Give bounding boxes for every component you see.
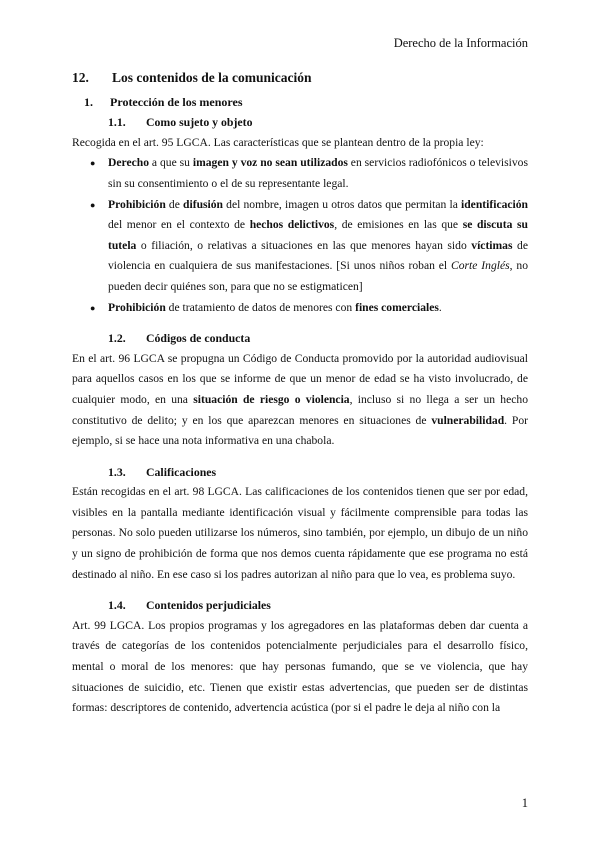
page-number: 1 xyxy=(521,796,528,810)
paragraph-1-3: Están recogidas en el art. 98 LGCA. Las calificaciones de los contenidos tienen que ser por edad, visibles en la pantalla mediante identificación visual y fácilmente comprensible para todas las personas. No solo pueden utilizarse los números, sino también, por ejemplo, un dibujo de un niño y un signo de prohibición de forma que nos demos cuenta rápidamente que ese programa no está destinado al niño. En ese caso si los padres autorizan al niño para que lo vea, es problema suyo. xyxy=(72,485,528,581)
section-title: Los contenidos de la comunicación xyxy=(112,70,312,85)
heading-1-1-title: Como sujeto y objeto xyxy=(146,115,253,130)
bullet-item-2: ● Prohibición de difusión del nombre, imagen u otros datos que permitan la identificación del menor en el contexto de hechos delictivos, de emisiones en las que se discuta su tutela o filiación, o relativas a situaciones en las que menores hayan sido víctimas de violencia en cualquiera de sus manifestaciones. [Si unos niños roban el Corte Inglés, no pueden decir quiénes son, para que no se estigmaticen] xyxy=(72,195,528,298)
page-content xyxy=(72,68,528,719)
heading-1-3-title: Calificaciones xyxy=(146,464,217,479)
paragraph-1-1-intro: Recogida en el art. 95 LGCA. Las características que se plantean dentro de la propia ley: xyxy=(72,135,484,149)
heading-1-2 xyxy=(72,328,528,349)
heading-1-2-number: 1.2. xyxy=(108,331,126,346)
section-number: 12. xyxy=(72,70,89,85)
bullet-item-3: ● Prohibición de tratamiento de datos de menores con fines comerciales. xyxy=(72,298,528,319)
heading-1-1 xyxy=(72,112,528,133)
heading-1-4 xyxy=(72,595,528,616)
heading-1-3-number: 1.3. xyxy=(108,464,126,479)
running-header: Derecho de la Información xyxy=(393,36,528,50)
bullet-list xyxy=(72,153,528,318)
subsection-heading xyxy=(72,92,528,113)
subsection-title: Protección de los menores xyxy=(110,94,243,109)
heading-1-1-number: 1.1. xyxy=(108,115,126,130)
heading-1-4-title: Contenidos perjudiciales xyxy=(146,598,271,613)
paragraph-1-4: Art. 99 LGCA. Los propios programas y los agregadores en las plataformas deben dar cuenta a través de categorías de los contenidos potencialmente perjudiciales para el desarrollo físico, mental o moral de los menores: que hay personas fumando, que se ve violencia, que hay situaciones de suicidio, etc. Tienen que existir estas advertencias, que pueden ser de distintas formas: descriptores de contenido, advertencia acústica (por si el padre le deja al niño con la xyxy=(72,618,528,715)
heading-1-4-number: 1.4. xyxy=(108,598,126,613)
heading-1-3 xyxy=(72,462,528,483)
subsection-number: 1. xyxy=(84,94,93,109)
bullet-item-1: ● Derecho a que su imagen y voz no sean utilizados en servicios radiofónicos o televisivos sin su consentimiento o el de su representante legal. xyxy=(72,153,528,194)
heading-1-2-title: Códigos de conducta xyxy=(146,331,251,346)
paragraph-1-2: En el art. 96 LGCA se propugna un Código de Conducta promovido por la autoridad audiovisual para aquellos casos en los que se informe de que un menor de edad se ha visto involucrado, de cualquier modo, en una situación de riesgo o violencia, incluso si no llega a ser un hecho constitutivo de delito; y en los que aparezcan menores en situaciones de vulnerabilidad. Por ejemplo, si se hace una nota informativa en una chabola. xyxy=(72,351,528,448)
section-heading xyxy=(72,68,528,89)
